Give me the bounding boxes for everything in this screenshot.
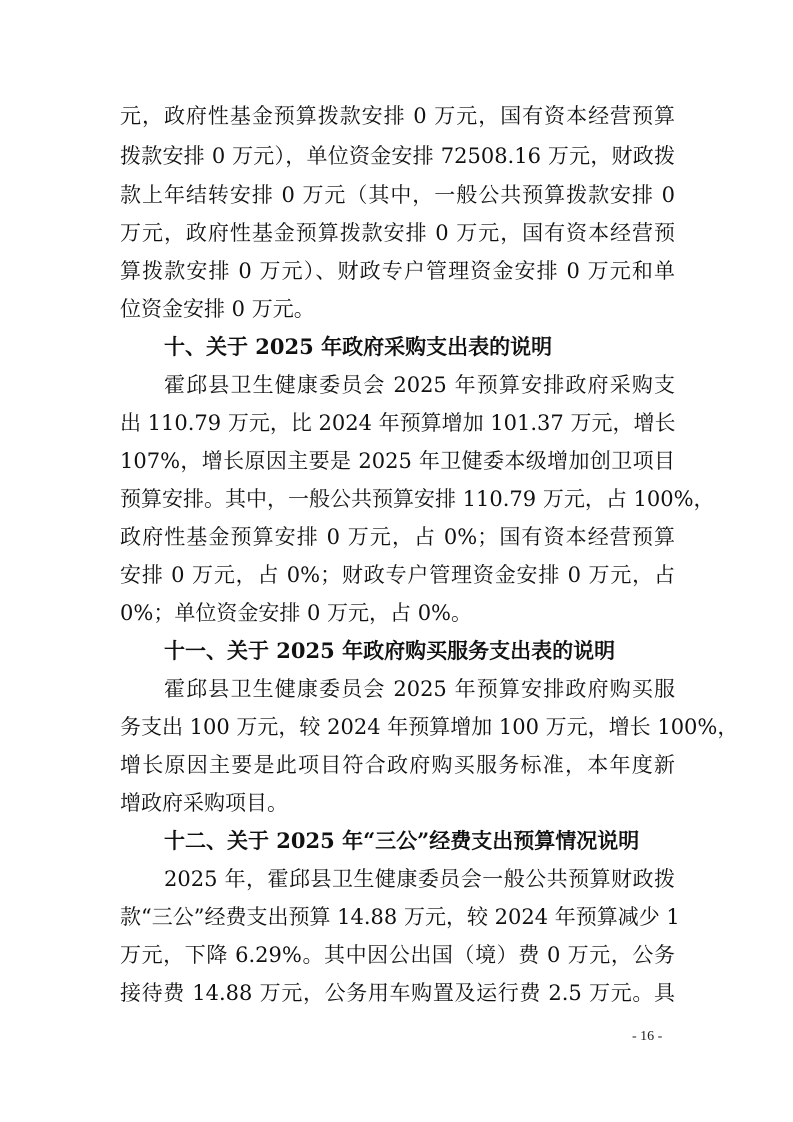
body-text-line: 增政府采购项目。 [120, 791, 288, 815]
body-text-line: 接待费 14.88 万元，公务用车购置及运行费 2.5 万元。具 [120, 981, 675, 1005]
body-text-line: 出 110.79 万元，比 2024 年预算增加 101.37 万元，增长 [120, 411, 676, 435]
section-heading-11: 十一、关于 2025 年政府购买服务支出表的说明 [164, 638, 616, 663]
section-heading-10: 十、关于 2025 年政府采购支出表的说明 [164, 334, 553, 359]
body-text-line: 霍邱县卫生健康委员会 2025 年预算安排政府采购支 [164, 373, 675, 397]
body-text-line: 霍邱县卫生健康委员会 2025 年预算安排政府购买服 [164, 677, 675, 701]
body-text-line: 安排 0 万元，占 0%；财政专户管理资金安排 0 万元，占 [120, 563, 675, 587]
body-text-line: 拨款安排 0 万元），单位资金安排 72508.16 万元，财政拨 [120, 144, 675, 168]
body-text-line: 增长原因主要是此项目符合政府购买服务标准，本年度新 [120, 753, 675, 777]
body-text-line: 款“三公”经费支出预算 14.88 万元，较 2024 年预算减少 1 [120, 905, 680, 929]
section-heading-12: 十二、关于 2025 年“三公”经费支出预算情况说明 [164, 828, 640, 853]
body-text-line: 款上年结转安排 0 万元（其中，一般公共预算拨款安排 0 [120, 183, 675, 207]
body-text-line: 万元，下降 6.29%。其中因公出国（境）费 0 万元，公务 [120, 943, 675, 967]
body-text-line: 0%；单位资金安排 0 万元，占 0%。 [120, 601, 473, 625]
body-text-line: 务支出 100 万元，较 2024 年预算增加 100 万元，增长 100%， [120, 715, 739, 739]
body-text-line: 政府性基金预算安排 0 万元，占 0%；国有资本经营预算 [120, 525, 675, 549]
body-text-line: 万元，政府性基金预算拨款安排 0 万元，国有资本经营预 [120, 221, 675, 245]
body-text-line: 算拨款安排 0 万元）、财政专户管理资金安排 0 万元和单 [120, 259, 675, 283]
body-text-line: 位资金安排 0 万元。 [120, 297, 315, 321]
body-text-line: 107%，增长原因主要是 2025 年卫健委本级增加创卫项目 [120, 449, 675, 473]
body-text-line: 元，政府性基金预算拨款安排 0 万元，国有资本经营预算 [120, 104, 675, 128]
body-text-line: 预算安排。其中，一般公共预算安排 110.79 万元，占 100%， [120, 487, 715, 511]
page-number: - 16 - [632, 1029, 663, 1044]
body-text-line: 2025 年，霍邱县卫生健康委员会一般公共预算财政拨 [164, 867, 675, 891]
